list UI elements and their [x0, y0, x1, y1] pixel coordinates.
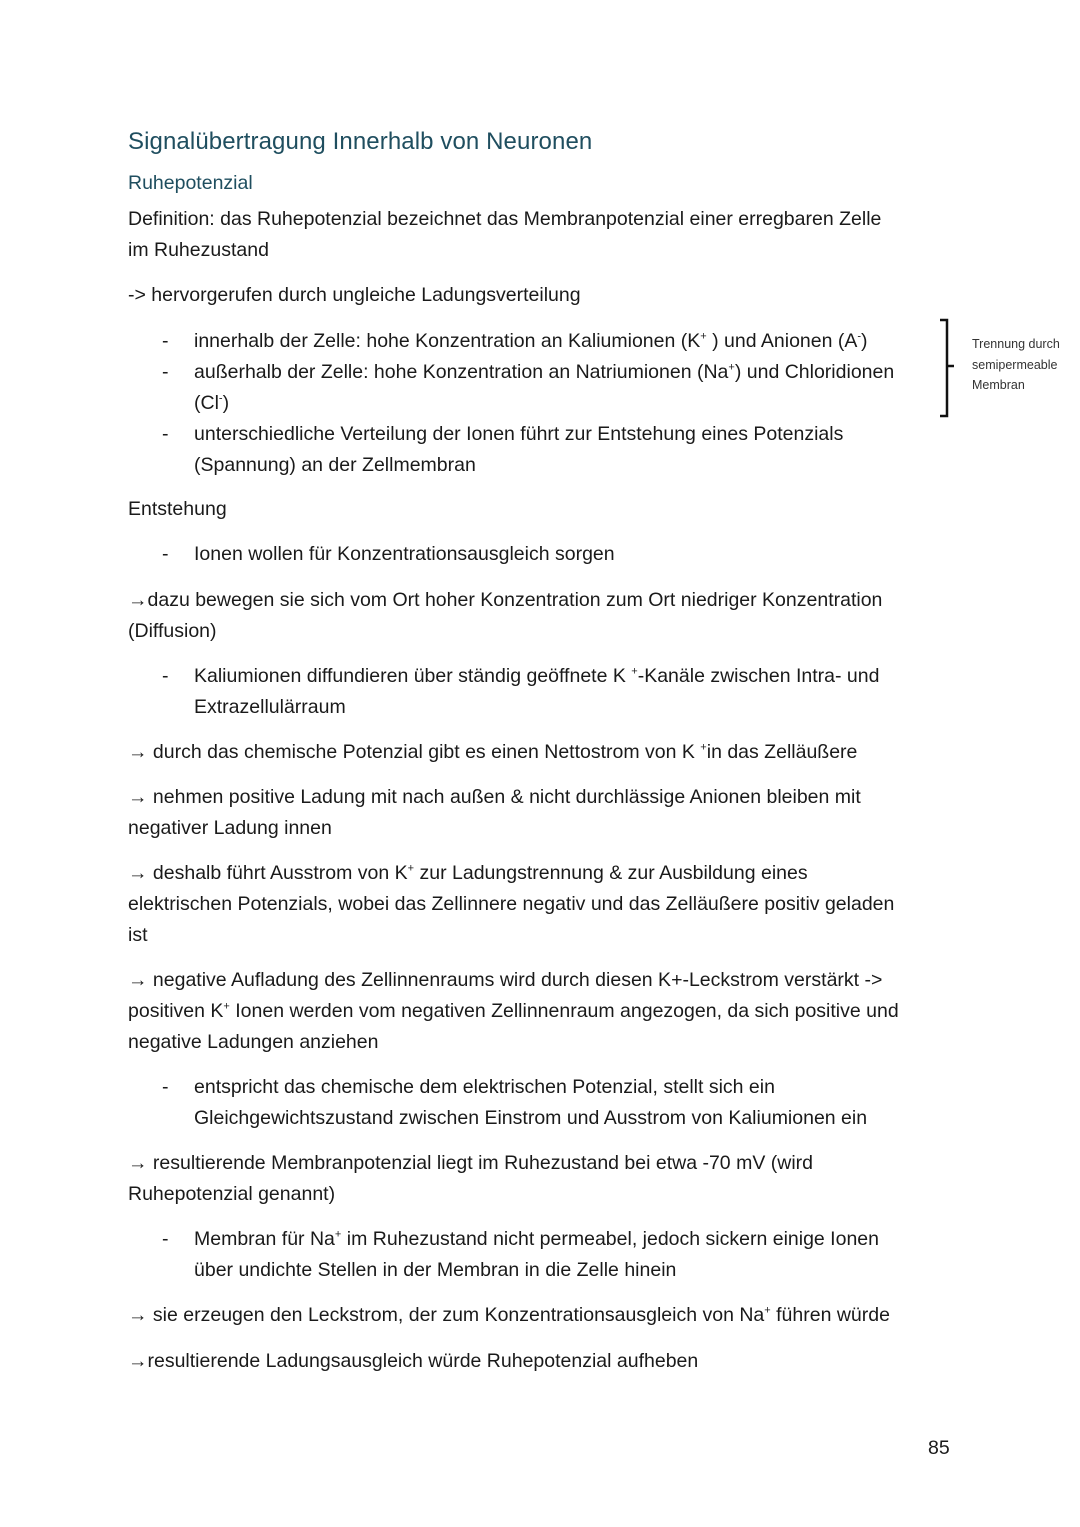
paragraph-leckstrom: → sie erzeugen den Leckstrom, der zum Konzentrationsausgleich von Na+ führen würde	[128, 1304, 890, 1326]
side-note	[972, 334, 1060, 396]
list-dash: -	[162, 665, 169, 687]
page-number: 85	[928, 1437, 950, 1459]
paragraph-ausstrom	[128, 858, 958, 951]
list-item-text: Membran für Na+ im Ruhezustand nicht permeabel, jedoch sickern einige Ionen über undichte Stellen in der Membran in die Zelle hinein	[194, 1228, 879, 1281]
section-heading-ruhepotenzial: Ruhepotenzial	[128, 172, 253, 194]
list-dash: -	[162, 423, 169, 445]
paragraph-line: negative Ladungen anziehen	[128, 1031, 379, 1053]
page-title: Signalübertragung Innerhalb von Neuronen	[128, 128, 593, 155]
definition-line: im Ruhezustand	[128, 239, 269, 261]
section-heading-entstehung: Entstehung	[128, 498, 227, 520]
paragraph-line: →dazu bewegen sie sich vom Ort hoher Konzentration zum Ort niedriger Konzentration	[128, 589, 883, 611]
paragraph-line: elektrischen Potenzials, wobei das Zellinnere negativ und das Zelläußere positiv geladen	[128, 893, 895, 915]
paragraph-line: → deshalb führt Ausstrom von K+ zur Ladungstrennung & zur Ausbildung eines	[128, 862, 808, 884]
definition-paragraph	[128, 204, 958, 266]
paragraph-line: → negative Aufladung des Zellinnenraums wird durch diesen K+-Leckstrom verstärkt ->	[128, 969, 883, 991]
curly-brace-icon	[938, 318, 958, 418]
side-note-line: semipermeable	[972, 357, 1058, 372]
paragraph-ladung	[128, 782, 958, 844]
list-dash: -	[162, 330, 169, 352]
paragraph-result	[128, 1148, 958, 1210]
paragraph-line: → resultierende Membranpotenzial liegt im Ruhezustand bei etwa -70 mV (wird	[128, 1152, 813, 1174]
list-item-text: außerhalb der Zelle: hohe Konzentration an Natriumionen (Na+) und Chloridionen (Cl-)	[194, 361, 895, 414]
list-item-text: Kaliumionen diffundieren über ständig geöffnete K +-Kanäle zwischen Intra- und Extrazellulärraum	[194, 665, 880, 718]
side-note-line: Membran	[972, 378, 1025, 392]
paragraph-line: negativer Ladung innen	[128, 817, 332, 839]
paragraph-negative-aufladung	[128, 965, 958, 1058]
paragraph-line: ist	[128, 924, 148, 946]
paragraph-line: Ruhepotenzial genannt)	[128, 1183, 336, 1205]
list-dash: -	[162, 1076, 169, 1098]
list-item-text: innerhalb der Zelle: hohe Konzentration an Kaliumionen (K+ ) und Anionen (A-)	[194, 330, 868, 352]
cause-line: -> hervorgerufen durch ungleiche Ladungsverteilung	[128, 284, 581, 306]
paragraph-line: → nehmen positive Ladung mit nach außen & nicht durchlässige Anionen bleiben mit	[128, 786, 861, 808]
side-note-line: Trennung durch	[972, 337, 1060, 351]
list-item-text: unterschiedliche Verteilung der Ionen führt zur Entstehung eines Potenzials (Spannung) an der Zellmembran	[194, 423, 844, 476]
paragraph-line: (Diffusion)	[128, 620, 217, 642]
list-item-text: entspricht das chemische dem elektrischen Potenzial, stellt sich ein Gleichgewichtszustand zwischen Einstrom und Ausstrom von Kaliumionen ein	[194, 1076, 868, 1129]
paragraph-nettostrom: → durch das chemische Potenzial gibt es einen Nettostrom von K +in das Zelläußere	[128, 741, 858, 763]
list-dash: -	[162, 543, 169, 565]
list-item-text: Ionen wollen für Konzentrationsausgleich sorgen	[194, 543, 615, 565]
paragraph-diffusion	[128, 585, 958, 647]
list-dash: -	[162, 361, 169, 383]
list-dash: -	[162, 1228, 169, 1250]
paragraph-final: →resultierende Ladungsausgleich würde Ruhepotenzial aufheben	[128, 1350, 699, 1372]
definition-line: Definition: das Ruhepotenzial bezeichnet das Membranpotenzial einer erregbaren Zelle	[128, 208, 882, 230]
paragraph-line: positiven K+ Ionen werden vom negativen Zellinnenraum angezogen, da sich positive und	[128, 1000, 899, 1022]
